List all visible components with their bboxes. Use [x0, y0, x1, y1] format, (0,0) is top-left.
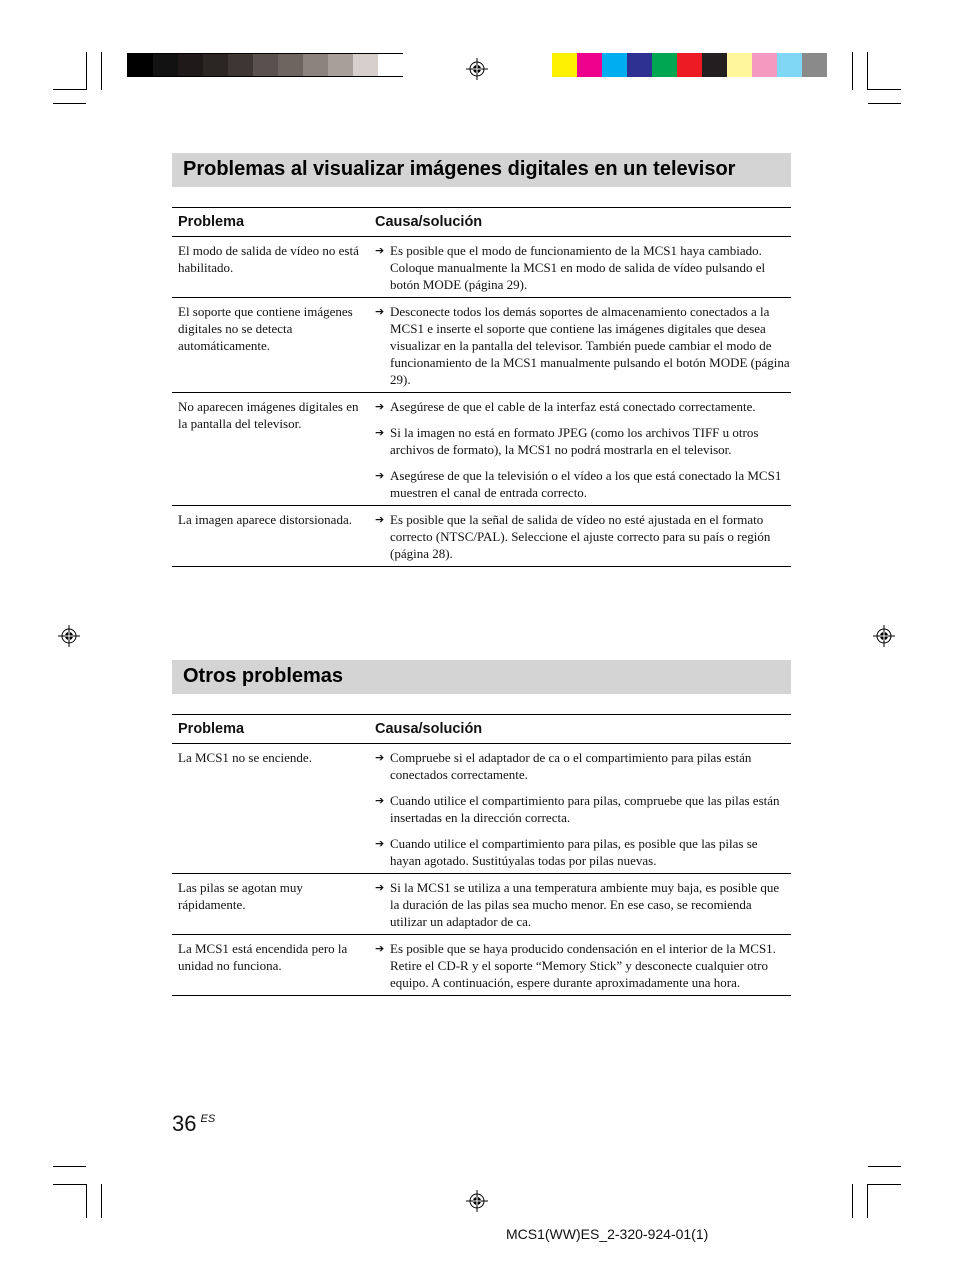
arrow-icon: ➔ [375, 426, 385, 439]
page-number [172, 1111, 215, 1137]
solution-cell [375, 935, 791, 995]
solution-item [375, 511, 791, 562]
solution-text: Asegúrese de que la televisión o el vídeo a los que está conectado la MCS1 muestren el canal de entrada correcto. [390, 468, 782, 500]
solution-text: Compruebe si el adaptador de ca o el compartimiento para pilas están conectados correctamente. [390, 750, 752, 782]
registration-mark-top-icon [466, 58, 488, 80]
color-swatch [253, 54, 278, 76]
section-header-other [172, 660, 791, 694]
table-row [172, 506, 791, 567]
column-header-solution: Causa/solución [375, 214, 483, 230]
problem-cell: La imagen aparece distorsionada. [178, 512, 352, 527]
table-row [172, 298, 791, 393]
arrow-icon: ➔ [375, 751, 385, 764]
problem-cell: No aparecen imágenes digitales en la pantalla del televisor. [178, 399, 359, 431]
column-header-problem: Problema [178, 721, 245, 737]
arrow-icon: ➔ [375, 513, 385, 526]
color-swatch [727, 53, 752, 77]
arrow-icon: ➔ [375, 881, 385, 894]
table-row [172, 744, 791, 874]
section-title: Otros problemas [183, 665, 344, 687]
solution-text: Es posible que se haya producido condensación en el interior de la MCS1. Retire el CD-R y el soporte “Memory Stick” y desconecte cualquier otro equipo. A continuación, espere durante aproximadamente una hora. [390, 941, 776, 990]
solution-text: Desconecte todos los demás soportes de almacenamiento conectados a la MCS1 e inserte el soporte que contiene las imágenes digitales que desea visualizar en la pantalla del televisor. También puede cambiar el modo de funcionamiento de la MCS1 manualmente pulsando el botón MODE (página 29). [390, 304, 790, 387]
color-swatch [577, 53, 602, 77]
solution-item [375, 467, 791, 501]
problem-cell: La MCS1 está encendida pero la unidad no funciona. [178, 941, 348, 973]
table-row [172, 874, 791, 935]
troubleshooting-table-other [172, 714, 791, 996]
solution-text: Cuando utilice el compartimiento para pilas, es posible que las pilas se hayan agotado. Sustitúyalas todas por pilas nuevas. [390, 836, 758, 868]
color-swatch [777, 53, 802, 77]
solution-item [375, 792, 791, 826]
problem-cell: Las pilas se agotan muy rápidamente. [178, 880, 303, 912]
color-swatch [128, 54, 153, 76]
arrow-icon: ➔ [375, 400, 385, 413]
solution-text: Es posible que la señal de salida de vídeo no esté ajustada en el formato correcto (NTSC/PAL). Seleccione el ajuste correcto para su país o región (página 28). [390, 512, 771, 561]
troubleshooting-table-tv [172, 207, 791, 567]
registration-mark-bottom-icon [466, 1190, 488, 1212]
solution-item [375, 749, 791, 783]
table-row [172, 237, 791, 298]
registration-mark-left-icon [58, 625, 80, 647]
color-swatch [552, 53, 577, 77]
arrow-icon: ➔ [375, 305, 385, 318]
arrow-icon: ➔ [375, 244, 385, 257]
problem-cell: El modo de salida de vídeo no está habilitado. [178, 243, 359, 275]
document-code: MCS1(WW)ES_2-320-924-01(1) [506, 1226, 709, 1242]
column-header-problem: Problema [178, 214, 245, 230]
color-swatch [178, 54, 203, 76]
color-swatch [303, 54, 328, 76]
section-header-tv [172, 153, 791, 187]
color-swatch [153, 54, 178, 76]
color-swatch [602, 53, 627, 77]
arrow-icon: ➔ [375, 469, 385, 482]
color-swatch [278, 54, 303, 76]
color-swatch [228, 54, 253, 76]
solution-cell [375, 298, 791, 392]
solution-text: Cuando utilice el compartimiento para pilas, compruebe que las pilas están insertadas en la dirección correcta. [390, 793, 780, 825]
solution-text: Es posible que el modo de funcionamiento de la MCS1 haya cambiado. Coloque manualmente la MCS1 en modo de salida de vídeo pulsando el botón MODE (página 29). [390, 243, 766, 292]
color-swatch [802, 53, 827, 77]
section-title: Problemas al visualizar imágenes digitales en un televisor [183, 158, 736, 180]
table-row [172, 935, 791, 996]
color-swatch [378, 54, 403, 76]
solution-item [375, 303, 791, 388]
color-swatch [353, 54, 378, 76]
table-row [172, 393, 791, 506]
color-swatch [702, 53, 727, 77]
arrow-icon: ➔ [375, 942, 385, 955]
color-swatch [677, 53, 702, 77]
arrow-icon: ➔ [375, 794, 385, 807]
problem-cell: La MCS1 no se enciende. [178, 750, 312, 765]
solution-item [375, 940, 791, 991]
column-header-solution: Causa/solución [375, 721, 483, 737]
arrow-icon: ➔ [375, 837, 385, 850]
grayscale-bar [127, 53, 403, 77]
color-swatch [328, 54, 353, 76]
problem-cell: El soporte que contiene imágenes digitales no se detecta automáticamente. [178, 304, 353, 353]
solution-item [375, 242, 791, 293]
table-header [172, 208, 791, 237]
solution-item [375, 398, 791, 415]
color-swatch [652, 53, 677, 77]
solution-cell [375, 237, 791, 297]
solution-item [375, 424, 791, 458]
solution-item [375, 835, 791, 869]
color-swatch [627, 53, 652, 77]
page-number-value: 36 [172, 1111, 197, 1136]
color-bar [552, 53, 828, 77]
language-code: ES [200, 1113, 216, 1125]
table-header [172, 715, 791, 744]
color-swatch [752, 53, 777, 77]
solution-cell [375, 744, 791, 873]
color-swatch [203, 54, 228, 76]
registration-mark-right-icon [873, 625, 895, 647]
solution-text: Si la imagen no está en formato JPEG (como los archivos TIFF u otros archivos de formato), la MCS1 no podrá mostrarla en el televisor. [390, 425, 759, 457]
solution-item [375, 879, 791, 930]
solution-cell [375, 393, 791, 505]
solution-cell [375, 874, 791, 934]
solution-text: Si la MCS1 se utiliza a una temperatura ambiente muy baja, es posible que la duración de las pilas sea mucho menor. En ese caso, se recomienda utilizar un adaptador de ca. [390, 880, 780, 929]
solution-text: Asegúrese de que el cable de la interfaz está conectado correctamente. [390, 399, 756, 414]
solution-cell [375, 506, 791, 566]
